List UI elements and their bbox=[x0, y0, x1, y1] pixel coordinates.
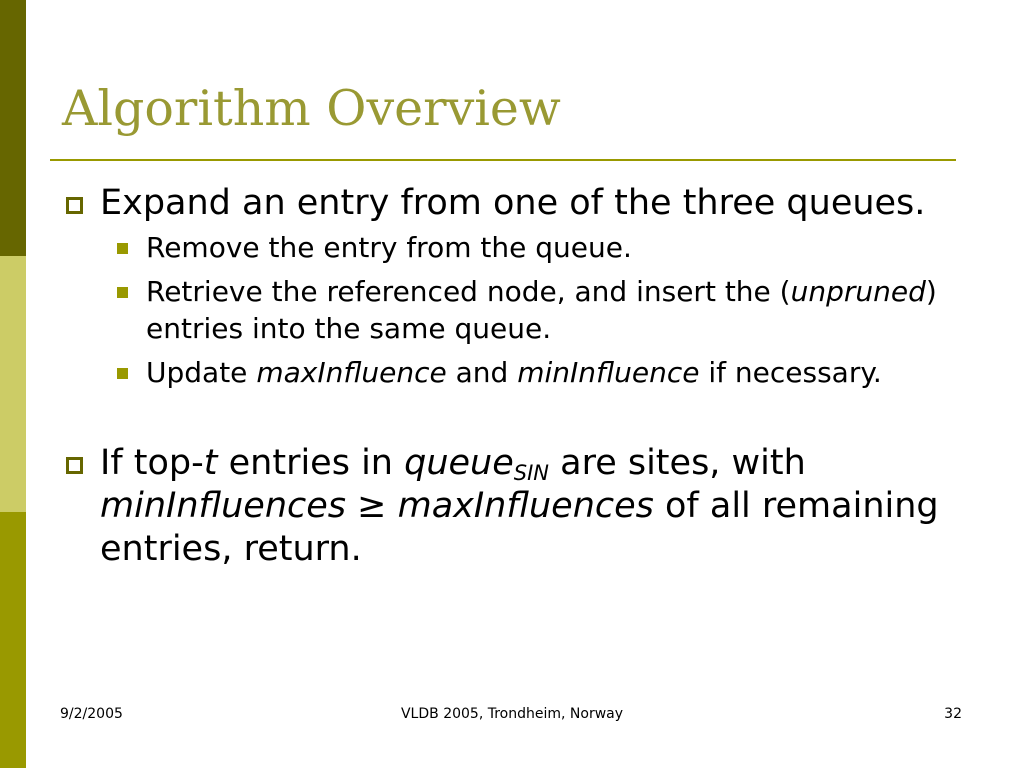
slide-content bbox=[62, 182, 962, 571]
side-bar-middle bbox=[0, 256, 26, 512]
filled-square-bullet-icon bbox=[117, 243, 128, 254]
top-t-italic-mininfluences: minInfluences bbox=[100, 486, 347, 526]
top-t-italic-queue: queue bbox=[404, 443, 514, 483]
bullet-expand-text: Expand an entry from one of the three queues. bbox=[100, 183, 926, 223]
slide-title: Algorithm Overview bbox=[62, 80, 561, 137]
side-bar-bottom bbox=[0, 512, 26, 768]
top-t-geq: ≥ bbox=[346, 486, 398, 526]
sub-bullet-retrieve bbox=[62, 273, 962, 347]
footer-page-number: 32 bbox=[944, 706, 962, 722]
top-t-italic-maxinfluences: maxInfluences bbox=[397, 486, 654, 526]
update-italic-maxinfluence: maxInfluence bbox=[256, 356, 447, 389]
bullet-top-t-entries bbox=[62, 442, 962, 571]
sub-bullet-remove-text: Remove the entry from the queue. bbox=[146, 231, 632, 264]
sub-bullet-update bbox=[62, 354, 962, 391]
top-t-part1: If top- bbox=[100, 443, 204, 483]
title-underline bbox=[50, 159, 956, 161]
retrieve-text-part2: ) entries into the same queue. bbox=[146, 275, 937, 345]
retrieve-italic-unpruned: unpruned bbox=[790, 275, 926, 308]
top-t-part3: are sites, with bbox=[549, 443, 806, 483]
update-text-part1: Update bbox=[146, 356, 257, 389]
sub-bullet-list bbox=[62, 229, 962, 391]
bullet-expand-entry bbox=[62, 182, 962, 225]
top-t-italic-t: t bbox=[203, 443, 218, 483]
top-t-part4: of all remaining entries, return. bbox=[100, 486, 939, 569]
filled-square-bullet-icon bbox=[117, 287, 128, 298]
retrieve-text-part1: Retrieve the referenced node, and insert the ( bbox=[146, 275, 791, 308]
filled-square-bullet-icon bbox=[117, 368, 128, 379]
top-t-part2: entries in bbox=[217, 443, 405, 483]
sub-bullet-remove bbox=[62, 229, 962, 266]
footer-date: 9/2/2005 bbox=[60, 706, 123, 722]
hollow-square-bullet-icon bbox=[66, 197, 83, 214]
update-italic-mininfluence: minInfluence bbox=[517, 356, 700, 389]
top-t-subscript-sin: SIN bbox=[513, 461, 549, 485]
hollow-square-bullet-icon bbox=[66, 457, 83, 474]
update-text-part2: and bbox=[446, 356, 518, 389]
side-bar-top bbox=[0, 0, 26, 256]
footer-venue: VLDB 2005, Trondheim, Norway bbox=[400, 706, 624, 722]
update-text-part3: if necessary. bbox=[699, 356, 882, 389]
